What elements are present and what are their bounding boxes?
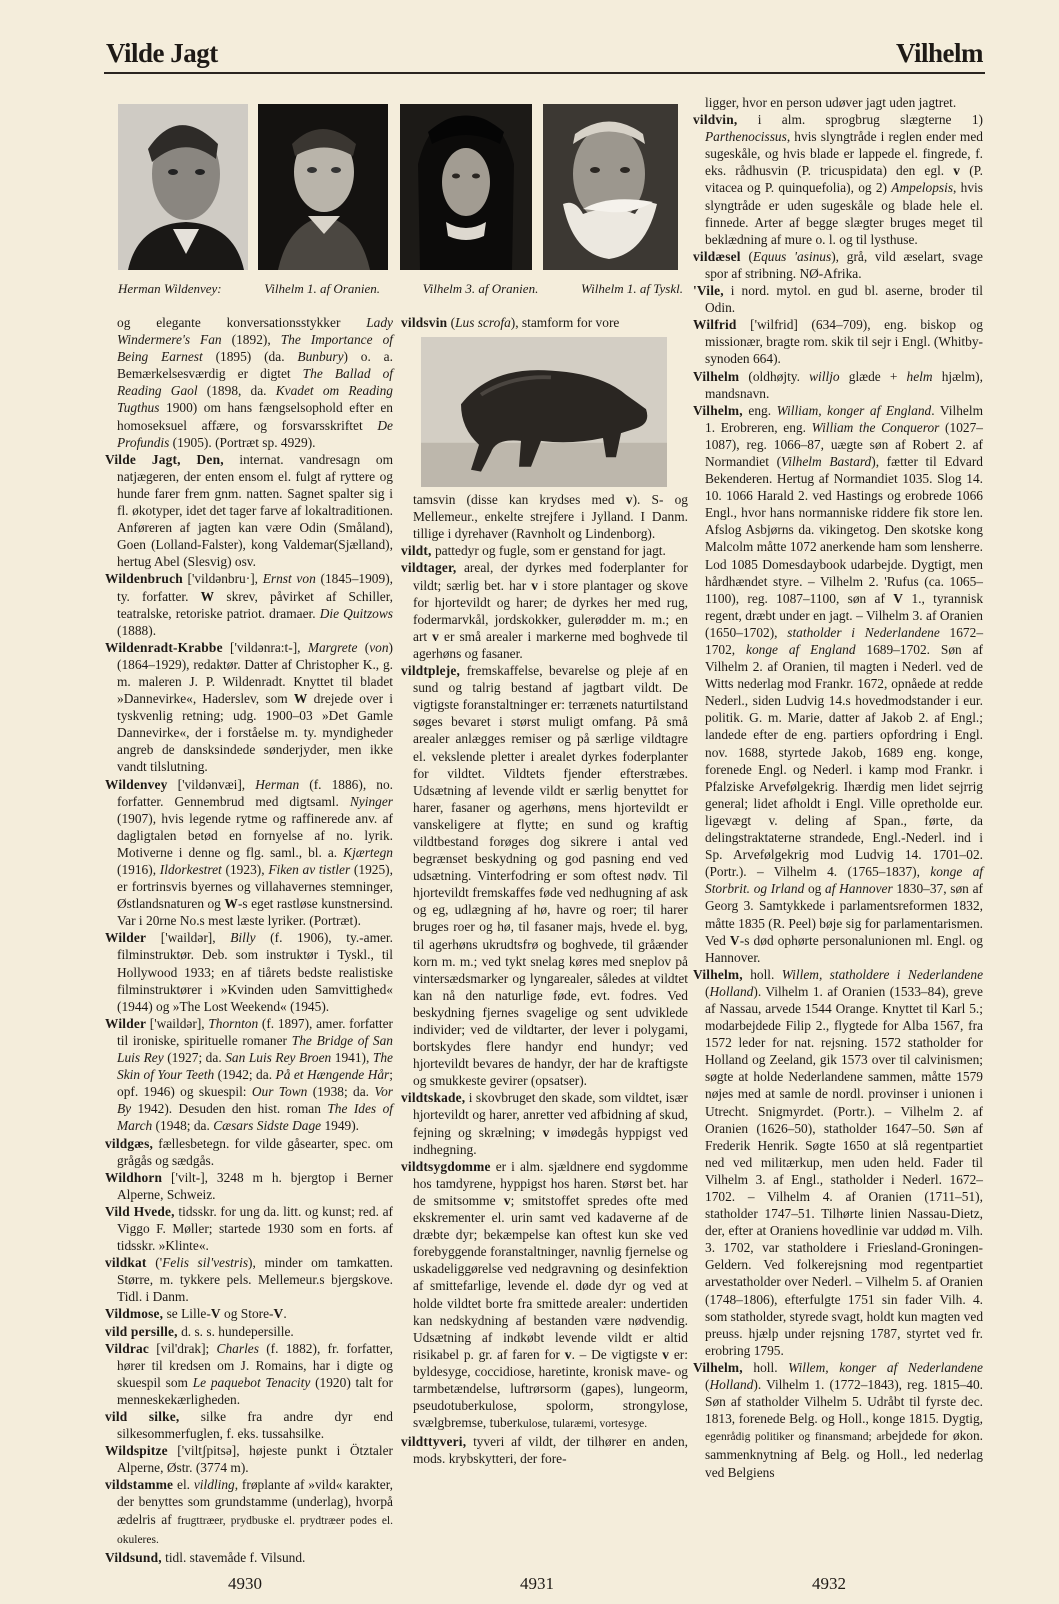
portrait-caption: Vilhelm 1. af Oranien. (264, 281, 380, 296)
dictionary-entry (105, 1135, 393, 1169)
entry-text: ), fætter til Edvard Bekenderen. Hertug af Normandiet 1035. Slog 14. 10. 1066 Harald 2. ved Hastings og erobrede 1066 Engl., hvor hans normanniske riddere fik store len. Afslog Asbjørns da. vikingetog. Den skotske kong Malcolm måtte 1072 anerkende ham som lensherre. Lod 1085 Domesdaybook udarbejde. Dygtigt, men hårdhændet styre. – Vilhelm 2. 'Rufus (ca. 1065–1100), reg. 1087–1100, søn af (705, 453, 983, 606)
entry-headword: vildtsygdomme (401, 1158, 491, 1174)
dictionary-entry (105, 1442, 393, 1476)
entry-headword: vildtpleje, (401, 663, 461, 679)
entry-text: 1672–1702, (705, 624, 984, 657)
dictionary-entry (693, 111, 983, 248)
entry-headword: V (273, 1306, 284, 1322)
dictionary-entry (693, 248, 983, 282)
entry-text: ( (705, 983, 710, 999)
entry-text: (1927; da. (163, 1050, 226, 1066)
dictionary-entry (105, 776, 393, 930)
italic-text: The Skin of Your Teeth (117, 1050, 393, 1083)
dictionary-entry (105, 1408, 393, 1442)
italic-text: Cæsars Sidste Dage (213, 1118, 322, 1134)
entry-text: tidl. stavemåde f. Vilsund. (161, 1549, 306, 1565)
entry-text: (1923), (221, 862, 269, 877)
entry-headword: Vilhelm, (693, 1359, 743, 1375)
entry-text: -s død ophørte personalunionen ml. Engl. og Hannover. (705, 932, 984, 965)
entry-text: (1898, da. (197, 383, 276, 399)
entry-headword: vildvin, (693, 112, 738, 128)
entry-headword: v (564, 1346, 572, 1362)
entry-text: ['waildər], (146, 930, 231, 946)
entry-text: drejede over i tyskvenlig retning; udg. 1900–03 »Det Gamle Dannevirke«, der i forståelse m. ty. myndigheder angreb de dansksindede sønderjyder, men ikke vandt tilslutning. (117, 691, 393, 775)
entry-text: (1916), (117, 862, 160, 877)
dictionary-entry (105, 570, 393, 638)
italic-text: The Ides of March (117, 1101, 393, 1134)
wild-boar-photo (421, 337, 667, 487)
entry-text: (1892), (221, 332, 281, 348)
entry-text: ( (357, 639, 370, 655)
italic-text: Die Quitzows (319, 605, 393, 621)
dictionary-entry (401, 491, 688, 542)
italic-text: Le paquebot Tenacity (192, 1374, 311, 1390)
entry-text: 1949). (321, 1118, 360, 1134)
dictionary-entry (105, 1549, 393, 1566)
dictionary-entry (105, 1305, 393, 1322)
italic-text: Ernst von (262, 571, 316, 587)
portrait-photo-wildenvey (118, 104, 248, 270)
italic-text: Lady Windermere's Fan (117, 315, 393, 348)
entry-text: 1830–37, søn af Georg 3. Samtykkede i parlamentsreformen 1832, måtte 1835 (R. Peel) bøje sig for parlamentarismen. Ved (705, 881, 983, 948)
dictionary-entry (401, 314, 688, 331)
entry-text: (1920) talt for menneskekærligheden. (117, 1374, 393, 1407)
entry-headword: V (210, 1306, 221, 1322)
entry-text: tamsvin (disse kan krydses med (413, 492, 626, 508)
entry-headword: v (503, 1192, 511, 1208)
entry-text: [vil'drak]; (149, 1340, 217, 1356)
italic-text: Vilhelm Bastard (781, 453, 872, 469)
entry-text: (' (146, 1255, 163, 1271)
entry-text: glæde + (839, 368, 907, 384)
entry-headword: Wilfrid (693, 317, 737, 333)
entry-headword: Vilhelm (693, 368, 740, 384)
dictionary-entry (693, 1359, 983, 1481)
entry-text: internat. vandresagn om natjægeren, der enten ensom el. fulgt af ryttere og hunde farer frem gnm. natten. Sagnet spalter sig i fl. økotyper, idet det tager farve af lokaltraditionen. Anføreren af jagten kan være Odin (Småland), Goen (Lolland-Falster), kong Valdemar(Sjælland), hertug Abel (Slesvig) osv. (117, 451, 393, 570)
dictionary-entry (693, 94, 983, 111)
entry-text: ). Vilhelm 1. af Oranien (1533–84), greve af Nassau, arvede 1544 Orange. Knyttet til Karl 5.; modarbejdede Filip 2., flygtede for Alba 1567, fra 1572 leder for nat. rejsning. 1572 statholder for Holland og Zeeland, gik 1573 over til calvinismen; søgte at holde Nederlandene sammen, måtte 1579 nøjes med at samle de nordl. provinser i unionen i Utrecht. Snigmyrdet. (Portr.). – Vilhelm 2. af Oranien (1626–50), statholder 1647–50. Søn af Frederik Henrik. Søgte 1650 at slå regentpartiet ned ved militærkup, men uden held. Fader til Vilhelm 3. af Engl., statholder i Nederl. 1672–1702. – Vilhelm 4. af Oranien (1711–51), statholder 1747–51. Tilhørte linien Nassau-Dietz, der, efter at Oraniens hovedlinie var uddød m. Vilh. 3. 1702, var statholdere i Friesland-Groningen-Geldern. Ved folkerejsning mod regentpartiet arvestatholder over Nederl. – Vilhelm 5. af Oranien (1748–1806), efterfulgte 1751 sin fader Vilh. 4. som statholder, styrede svagt, holdt kun magten ved preuss. hjælp under rejsning 1787, styrtet ved fr. erobring 1795. (705, 983, 984, 1358)
italic-text: Vor By (117, 1084, 393, 1117)
dictionary-entry (105, 1323, 393, 1340)
entry-headword: vildtager, (401, 560, 457, 576)
entry-text: (1907), hvis legende rytme og raffinerede anv. af dagligtalen betød en fornyelse af no. lyrik. Motiverne i denne og flg. saml., bl. a. (117, 810, 393, 860)
entry-text: hjælm), mandsnavn. (705, 368, 983, 401)
italic-text: Felis sil'vestris (162, 1255, 249, 1271)
portrait-caption: Vilhelm 3. af Oranien. (422, 281, 539, 296)
entry-text: ['viltʃpitsə], højeste punkt i Ötztaler Alperne, Østr. (3774 m). (117, 1443, 393, 1476)
italic-text: The Bridge of San Luis Rey (117, 1032, 394, 1066)
dictionary-entry (105, 314, 393, 451)
entry-text: ( (705, 1377, 710, 1393)
entry-text: ). S- og Mellemeur., enkelte strejfere i Jylland. I Danm. tillige i dyrehaver (Ravnholt og Lindenborg). (413, 492, 688, 542)
entry-text: (oldhøjty. (739, 368, 810, 384)
dictionary-entry (693, 966, 983, 1359)
entry-text: i store plantager og skove for hjortevildt og harer; de dyrkes her med rug, fodermarvkål, jordskokker, gulerødder m. m.; en art (413, 577, 688, 644)
dictionary-entry (105, 451, 393, 571)
italic-text: William, konger af England (776, 402, 932, 418)
entry-text: ['waildər], (146, 1015, 209, 1031)
italic-text: William the Conqueror (811, 419, 940, 435)
entry-headword: 'Vile, (693, 283, 724, 299)
entry-text: (1845–1909), ty. forfatter. (117, 571, 394, 604)
entry-text: pattedyr og fugle, som er genstand for jagt. (431, 543, 666, 559)
entry-text: ) (1864–1929), redaktør. Datter af Christopher K., g. m. maleren J. P. Wildenradt. Knyttet til bladet »Dannevirke«, Haderslev, som (117, 639, 393, 707)
italic-text: Fiken av tistler (268, 862, 351, 877)
entry-headword: Vildsund, (105, 1549, 162, 1565)
entry-text: ( (447, 315, 456, 330)
entry-text: ; smitstoffet spredes ofte med ekskrementer el. urin samt ved kadaverne af de dræbte dyr; bekæmpelse kan oftest kun ske ved forebyggende foranstaltninger, navnlig fjernelse og uskadeliggørelse ved nedgravning og desinfektion af smittefarlige, levende el. døde dyr og ved at holde vildtet borte fra smittede arealer: undertiden kan nedskydning af bestanden være nødvendig. Udsætning af indkøbt levende vildt er altid risikabel p. gr. af faren for (413, 1192, 688, 1362)
header-rule (104, 72, 985, 74)
entry-headword: vild persille, (105, 1323, 178, 1339)
entry-headword: v (953, 163, 961, 179)
italic-text: Herman (255, 776, 300, 792)
italic-text: Billy (230, 930, 256, 946)
entry-text: ['vilt-], 3248 m h. bjergtop i Berner Alperne, Schweiz. (117, 1169, 393, 1202)
entry-text: fællesbetegn. for vilde gåsearter, spec. om grågås og sædgås. (117, 1135, 393, 1168)
entry-headword: Wildhorn (105, 1169, 163, 1185)
italic-text: konge af Storbrit. og Irland (705, 864, 983, 897)
portrait-caption: Wilhelm 1. af Tyskl. (581, 281, 683, 296)
column-right (693, 94, 983, 1481)
dictionary-entry (401, 542, 688, 559)
entry-text: d. s. s. hundepersille. (177, 1323, 294, 1339)
italic-text: helm (906, 368, 933, 384)
page-number-middle: 4931 (520, 1574, 554, 1593)
dictionary-entry (105, 639, 393, 776)
entry-text: (1905). (Portræt sp. 4929). (169, 434, 316, 450)
dictionary-entry (401, 1433, 688, 1467)
entry-text: bejdede for økon. sammenknytning af Belg. og Holl., led nederlag ved Belgiens (705, 1428, 983, 1480)
italic-text: På et Hængende Hår (275, 1067, 390, 1083)
entry-text: (f. 1906), ty.-amer. filminstruktør. Deb. som instruktør i Tyskl., til Hollywood 1933; en af tiårets bedste realistiske filminstruktører i »Kvinden uden Samvittighed« (1944) og »The Lost Weekend« (1945). (117, 930, 394, 1014)
entry-headword: Vilhelm, (693, 402, 743, 418)
portrait-painting-vilhelm-3-oranien (400, 104, 532, 270)
entry-headword: Vildmose, (105, 1306, 164, 1322)
italic-text: Holland (709, 983, 754, 999)
entry-headword: vildkat (105, 1255, 147, 1271)
italic-text: Holland (709, 1377, 754, 1393)
entry-text: 1941), (331, 1050, 373, 1066)
entry-headword: Wildenbruch (105, 571, 183, 587)
entry-text: i alm. sprogbrug slægterne 1) (737, 112, 983, 128)
italic-text: Bunbury (297, 349, 344, 365)
dictionary-entry (693, 402, 983, 966)
entry-headword: Vild Hvede, (105, 1203, 175, 1219)
entry-headword: V (729, 932, 740, 948)
dictionary-entry (401, 662, 688, 1089)
entry-headword: Wilder (105, 1015, 147, 1031)
entry-headword: W (293, 691, 308, 707)
running-head-right: Vilhelm (896, 38, 983, 68)
entry-headword: vildgæs, (105, 1135, 154, 1151)
entry-headword: vildsvin (401, 315, 448, 330)
entry-text: holl. (742, 966, 782, 982)
italic-text: af Hannover (825, 881, 893, 897)
portrait-strip (118, 104, 678, 270)
dictionary-entry (105, 1476, 393, 1548)
page-number-left: 4930 (228, 1574, 262, 1593)
entry-text: -s eget rastløse kunstnersind. Var i 20rne No.s mest læste lyriker. (Portræt). (117, 896, 393, 929)
entry-text: ['vildənbru·], (182, 571, 263, 587)
entry-text: ['wilfrid] (634–709), eng. biskop og missionær, bragte rom. skik til sejr i Engl. (Whitby-synoden 664). (705, 317, 983, 367)
entry-headword: vildttyveri, (401, 1434, 467, 1450)
entry-text: ), stamform for vore (510, 315, 620, 330)
entry-text: i nord. mytol. en gud bl. aserne, broder til Odin. (705, 283, 983, 316)
entry-text: ) o. a. Bemærkelsesværdig er digtet (117, 349, 393, 382)
entry-headword: vildt, (401, 543, 432, 559)
entry-text: ['vildənvæi], (167, 776, 256, 792)
entry-text: areal, der dyrkes med foderplanter for vildt; særlig bet. har (413, 560, 688, 593)
entry-headword: V (893, 590, 904, 606)
entry-text: (1895) (da. (202, 349, 298, 365)
portrait-engraving-vilhelm-1-oranien (258, 104, 388, 270)
entry-text: tyveri af vildt, der tilhører en anden, mods. krybskytteri, der fore- (413, 1434, 688, 1467)
italic-text: Margrete (307, 639, 358, 655)
entry-headword: Vildrac (105, 1340, 150, 1356)
entry-text: ; opf. 1946) og skuespil: (117, 1067, 394, 1100)
italic-text: Lus scrofa (455, 315, 511, 330)
dictionary-entry (105, 1254, 393, 1305)
portrait-captions (118, 281, 683, 297)
entry-text: . – De vigtigste (571, 1346, 663, 1362)
entry-headword: vild silke, (105, 1409, 180, 1424)
entry-headword: v (662, 1346, 670, 1362)
entry-text: tidsskr. for ung da. litt. og kunst; red. af Viggo F. Møller; startede 1930 som en forts. af tidsskr. »Klinte«. (117, 1203, 394, 1254)
entry-text: (1942; da. (214, 1067, 276, 1083)
portrait-photo-wilhelm-1-tyskl (543, 104, 678, 270)
entry-text: (P. vitacea og P. quinquefolia), og 2) (705, 163, 983, 196)
italic-text: statholder i Nederlandene (787, 624, 940, 640)
entry-text: (1938; da. (307, 1084, 375, 1100)
italic-text: Thornton (208, 1015, 259, 1031)
column-left (105, 314, 393, 1566)
entry-headword: Wildspitze (105, 1443, 168, 1459)
entry-text: ['vildənra:t-], (222, 639, 308, 655)
entry-text: se Lille- (163, 1306, 211, 1322)
entry-headword: vildæsel (693, 248, 741, 264)
entry-text: . Vilhelm 1. Erobreren, eng. (705, 402, 983, 435)
entry-text: 1942). Desuden den hist. roman (131, 1101, 328, 1117)
italic-text: Parthenocissus (705, 129, 787, 145)
italic-text: San Luis Rey Broen (225, 1050, 332, 1066)
italic-text: konge af England (746, 642, 856, 657)
entry-text: ). Vilhelm 1. (1772–1843), reg. 1815–40. Søn af statholder Vilhelm 5. Udråbt til fyrste dec. 1813, forenede Belg. og Holl., konge 1815. Dygtig, (705, 1377, 983, 1427)
dictionary-entry (693, 316, 983, 367)
entry-text: imødegås hyppigst ved indhegning. (413, 1124, 688, 1157)
entry-headword: W (224, 896, 238, 912)
entry-text: fremskaffelse, bevarelse og pleje af en sund og talrig bestand af jagtbart vildt. De vigtigste foranstaltninger er: terrænets naturtilstand søges bevaret i størst muligt omfang. På små arealer anlægges remiser og på særlige vildtagre el. vekslende pletter i arealet dyrkes foderplanter for vildtet. Vildtets fjender efterstræbes. Udsætning af levende vildt er særlig benyttet for harer, fasaner og agerhøns, mens hjortevildt er vanskeligere at flytte; en sund og kraftig vildtbestand forøges dog sikrere i antal ved begrænset beskydning og god pasning end ved udsætning. Vinterfodring er som oftest nødv. Til hjortevildt fremskaffes føde ved nedhugning af ask og eg, udlægning af hø, havre og roer; til harer bruges roer og hø, til fasaner majs, hvede el. byg, til agerhøns ukrudtsfrø og boghvede, til gråænder korn m. m.; ved tykt snelag køres med sneplov på vintersædsmarker og lyngarealer, således at vildtet kan nå den naturlige føde, evt. fodres. Ved beskydning fjernes svagelige og sent udviklede individer; ved de vildtarter, der lever i polygami, bortskydes flere handyr end hundyr; ved hjortevildt bevares de handyr, der har de kraftigste og smukkeste gevirer (opsatser). (413, 663, 688, 1089)
entry-text: 1., tyrannisk regent, dræbt under en jagt. – Vilhelm 3. af Oranien (1650–1702), (705, 590, 984, 640)
entry-headword: Wildenradt-Krabbe (105, 639, 223, 655)
italic-text: Kvadet om Reading Tugthus (117, 383, 393, 416)
entry-text: 1900) om hans fængselsophold efter en homoseksuel affære, og forsvarsskriftet (117, 400, 393, 433)
dictionary-entry (401, 559, 688, 662)
italic-text: Kjærtegn (343, 844, 393, 860)
dictionary-entry (693, 282, 983, 316)
entry-text: , hvis slyngtråde i reglen ender med sugeskåle, og hvis blade er lappede el. fingrede, f. eks. rådhusvin (P. tricuspidata) den egl. (705, 129, 983, 179)
entry-text: og elegante konversationsstykker (117, 315, 367, 330)
entry-headword: v (542, 1124, 550, 1140)
italic-text: Nyinger (349, 793, 393, 809)
entry-headword: Wildenvey (105, 776, 168, 792)
entry-text: . (283, 1306, 287, 1322)
dictionary-entry (105, 1015, 393, 1135)
entry-text: el. (173, 1477, 194, 1493)
italic-text: vildling (193, 1477, 235, 1493)
entry-text: (f. 1897), amer. forfatter til ironiske, spirituelle romaner (117, 1015, 393, 1048)
entry-headword: vildstamme (105, 1477, 174, 1493)
dictionary-entry (105, 929, 393, 1014)
entry-text: (f. 1886), no. forfatter. Gennembrud med digtsaml. (117, 776, 393, 809)
entry-text: eng. (742, 402, 777, 418)
entry-text: kulose, tularæmi, vortesyge. (517, 1418, 648, 1431)
dictionary-entry (693, 368, 983, 402)
page-number-right: 4932 (812, 1574, 846, 1593)
entry-text: (f. 1882), fr. forfatter, hører til kredsen om J. Romains, har i digte og skuespil som (117, 1340, 393, 1390)
entry-headword: Vilhelm, (693, 966, 743, 982)
entry-text: i skovbruget den skade, som vildtet, især hjortevildt og harer, anretter ved afbidning af skud, fejning og skrælning; (413, 1090, 688, 1140)
running-head-left: Vilde Jagt (106, 38, 218, 68)
entry-text: ( (740, 248, 753, 264)
italic-text: Ildorkestret (159, 862, 222, 877)
entry-text: ligger, hvor en person udøver jagt uden jagtret. (705, 95, 957, 110)
entry-text: (1925), er fortrinsvis byernes og villahavernes stemninger, Østlandsnaturen og (117, 862, 393, 912)
entry-text: egenrådig politiker og finansmand; ar (705, 1431, 886, 1444)
entry-text: , frøplante af »vild« karakter, der benyttes som grundstamme (underlag), hvorpå ædelris af (117, 1477, 393, 1527)
entry-text: er små arealer i markerne med boghvede til agerhøns og fasaner. (413, 628, 688, 661)
entry-headword: vildtskade, (401, 1090, 466, 1106)
entry-headword: Vilde Jagt, Den, (105, 451, 224, 467)
italic-text: Charles (216, 1340, 259, 1356)
entry-text: skrev, påvirket af Schiller, teatralske, retoriske patriot. dramaer. (117, 588, 393, 621)
italic-text: The Importance of Being Earnest (117, 332, 393, 365)
dictionary-entry (401, 1158, 688, 1434)
entry-text: ), minder om tamkatten. Større, m. tykkere pels. Mellemeur.s bjergskove. Tidl. i Danm. (117, 1255, 393, 1305)
dictionary-entry (105, 1340, 393, 1408)
entry-text: , hvis slyngtråde er uden sugeskåle og blade hele el. finnede. Arter af begge slægter bruges meget til beklædning af mure o. l. og til lysthuse. (705, 180, 983, 247)
column-middle (401, 314, 688, 1467)
italic-text: von (369, 639, 389, 655)
entry-headword: v (432, 628, 440, 644)
entry-headword: W (200, 588, 215, 604)
entry-text: er i alm. sjældnere end sygdomme hos tamdyrene, hyppigst hos haren. Størst bet. har de smitsomme (413, 1158, 688, 1208)
portrait-caption: Herman Wildenvey: (118, 281, 222, 296)
italic-text: The Ballad of Reading Gaol (117, 366, 393, 399)
entry-text: er: byldesyge, coccidiose, haretinte, kronisk mave- og tarmbetændelse, luftrørsorm (gapes), lungeorm, pseudotuberkulose, spolorm, strongylose, svælgbremse, tuber (413, 1346, 688, 1431)
italic-text: Equus 'asinus (752, 248, 832, 264)
italic-text: De Profundis (117, 417, 393, 450)
italic-text: Our Town (251, 1084, 308, 1100)
entry-text: holl. (742, 1359, 789, 1375)
dictionary-entry (401, 1089, 688, 1157)
italic-text: willjo (809, 368, 840, 384)
entry-text: frugttræer, prydbuske el. prydtræer podes el. okuleres. (117, 1514, 393, 1546)
entry-text: (1948; da. (152, 1118, 214, 1134)
entry-headword: v (531, 577, 539, 593)
italic-text: Willem, konger af Nederlandene (788, 1359, 984, 1375)
entry-text: og Store- (220, 1306, 274, 1322)
italic-text: Ampelopsis (891, 180, 954, 196)
entry-text: ), grå, vild æselart, svage spor af stribning. NØ-Afrika. (705, 248, 983, 281)
italic-text: Willem, statholdere i Nederlandene (781, 966, 984, 982)
dictionary-entry (105, 1203, 393, 1254)
dictionary-entry (105, 1169, 393, 1203)
entry-text: (1027–1087), reg. 1066–87, uægte søn af Robert 2. af Normandiet ( (705, 419, 983, 469)
entry-headword: Wilder (105, 930, 147, 946)
entry-headword: v (625, 492, 633, 508)
entry-text: 1689–1702. Søn af Vilhelm 2. af Oranien, til magten i Nederl. ved de Witts nederlag mod Frankr. 1672, opnåede at redde Nederl., siden Ludvig 14.s hovedmodstander i eur. politik. G. m. Marie, datter af Jakob 2. af Engl.; landede efter de eng. partiers opfordring i Engl. nov. 1688, styrtede Jakob, 1689 eng. konge, forenede Engl. og Nederl. i kamp mod Frankr. i Pfalziske Arvefølgekrig. Ihærdig men lidet sejrrig general; lidet afholdt i Engl. Ville opretholde eur. ligevægt v. deling af Span., førte, da delingstraktaterne strandede, Engl.-Nederl. ind i Sp. Arvefølgekrig mod Ludvig 14. 1701–02. (Portr.). – Vilhelm 4. (1765–1837), (705, 642, 983, 880)
entry-text: (1888). (117, 622, 157, 638)
entry-text: og (804, 881, 826, 897)
entry-text: silke fra andre dyr end silkesommerfuglen, f. eks. tussahsilke. (117, 1409, 393, 1442)
